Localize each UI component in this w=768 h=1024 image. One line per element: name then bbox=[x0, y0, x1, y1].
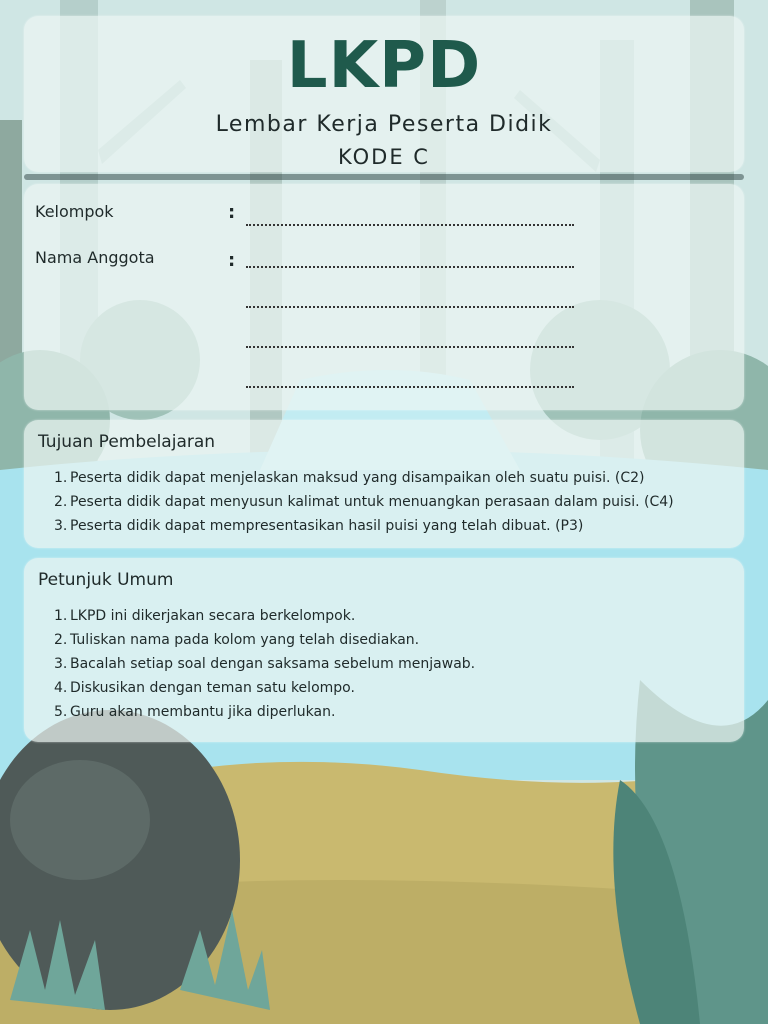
members-blank-line-3[interactable] bbox=[246, 346, 574, 348]
objectives-title: Tujuan Pembelajaran bbox=[38, 432, 216, 452]
objectives-panel bbox=[24, 420, 744, 548]
title-panel bbox=[24, 16, 744, 172]
worksheet-code: KODE C bbox=[338, 145, 430, 169]
list-item: 4. Diskusikan dengan teman satu kelompo. bbox=[54, 680, 355, 696]
members-blank-line-2[interactable] bbox=[246, 306, 574, 308]
group-label: Kelompok bbox=[35, 202, 114, 221]
objectives-list bbox=[54, 466, 674, 538]
instructions-title: Petunjuk Umum bbox=[38, 570, 174, 590]
members-blank-line-4[interactable] bbox=[246, 386, 574, 388]
group-colon: : bbox=[228, 202, 236, 223]
list-item: 2. Tuliskan nama pada kolom yang telah disediakan. bbox=[54, 632, 420, 648]
header-divider bbox=[24, 174, 744, 180]
list-item: 1. Peserta didik dapat menjelaskan maksud yang disampaikan oleh suatu puisi. (C2) bbox=[54, 470, 645, 486]
list-item: 1. LKPD ini dikerjakan secara berkelompok. bbox=[54, 608, 356, 624]
members-blank-line-1[interactable] bbox=[246, 266, 574, 268]
page-subtitle: Lembar Kerja Peserta Didik bbox=[215, 112, 553, 137]
instructions-list bbox=[54, 604, 475, 724]
list-item: 3. Bacalah setiap soal dengan saksama sebelum menjawab. bbox=[54, 656, 476, 672]
instructions-panel bbox=[24, 558, 744, 742]
list-item: 3. Peserta didik dapat mempresentasikan hasil puisi yang telah dibuat. (P3) bbox=[54, 518, 584, 534]
identity-panel bbox=[24, 184, 744, 410]
list-item: 2. Peserta didik dapat menyusun kalimat untuk menuangkan perasaan dalam puisi. (C4) bbox=[54, 494, 674, 510]
members-colon: : bbox=[228, 250, 236, 271]
group-blank-line[interactable] bbox=[246, 224, 574, 226]
members-label: Nama Anggota bbox=[35, 248, 155, 267]
list-item: 5. Guru akan membantu jika diperlukan. bbox=[54, 704, 336, 720]
page-title: LKPD bbox=[286, 29, 482, 103]
